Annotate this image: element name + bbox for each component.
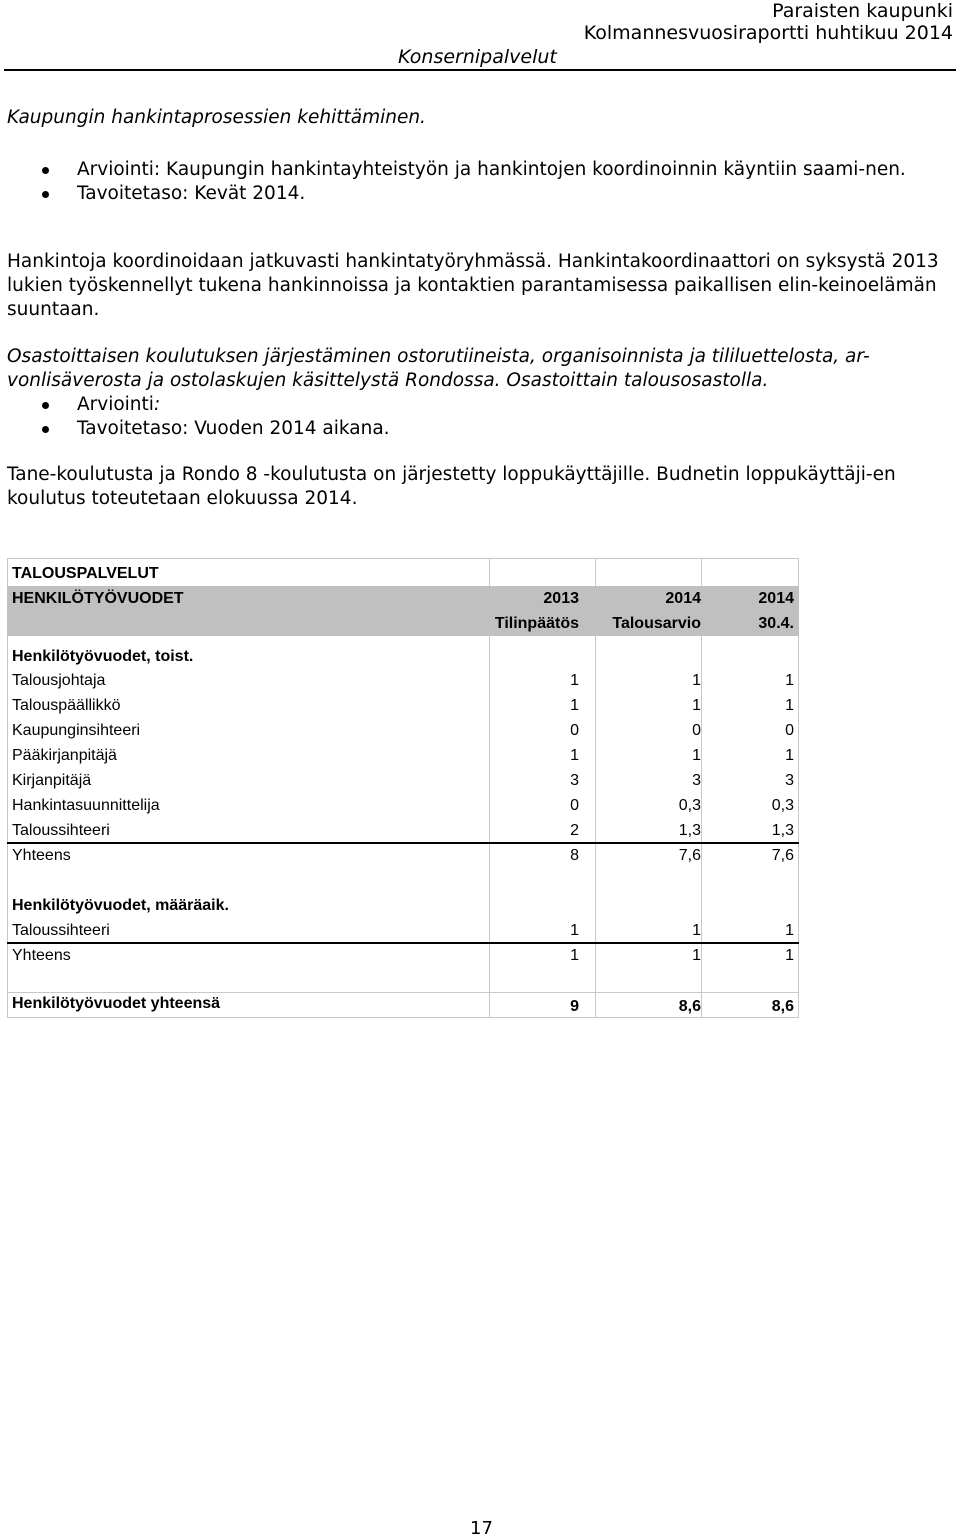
row-value-2013: 0 [570,797,579,814]
goal2-bullet-evaluation [0,393,940,417]
grand-total-value-2013: 9 [570,998,579,1015]
table-row [7,668,799,693]
goal1-title: Kaupungin hankintaprosessien kehittäminen. [7,107,426,128]
table-row [7,693,799,718]
row-value-2013: 1 [570,697,579,714]
table-row [7,743,799,768]
grand-total-value-2014: 8,6 [678,998,701,1015]
page-number: 17 [470,1518,493,1539]
row-value-2014: 3 [692,772,701,789]
row-name: Talouspäällikkö [12,697,121,714]
row-value-2013: 3 [570,772,579,789]
total-name: Yhteens [12,847,71,864]
column-type-tilinpaatos: Tilinpäätös [494,615,579,632]
row-value-304: 3 [785,772,794,789]
grand-total-row [7,991,799,1016]
table-row [7,718,799,743]
grand-total-name: Henkilötyövuodet yhteensä [12,995,221,1012]
goal1-bullet-text: Arviointi: Kaupungin hankintayhteistyön ja hankintojen koordinoinnin käyntiin saami-nen. [77,159,906,180]
column-year-2014-304: 2014 [758,590,794,607]
total-value-2014: 7,6 [678,847,701,864]
row-name: Kaupunginsihteeri [12,722,141,739]
row-value-2013: 1 [570,922,579,939]
goal2-bullet-text: Tavoitetaso: Vuoden 2014 aikana. [77,418,390,439]
row-value-2014: 1 [692,747,701,764]
row-name: Taloussihteeri [12,822,110,839]
grand-total-value-304: 8,6 [771,998,794,1015]
row-value-2014: 1,3 [678,822,701,839]
total-row [7,843,799,868]
table-row [7,818,799,843]
total-value-2013: 1 [570,947,579,964]
header-section: Konsernipalvelut [398,46,557,68]
goal1-bullet-evaluation [0,158,907,182]
goal2-bullet-target [0,417,940,441]
goal2-bullet-colon: : [153,394,161,415]
column-year-2014: 2014 [665,590,701,607]
row-value-304: 1 [785,697,794,714]
section-title-row [7,644,799,669]
table-row [7,918,799,943]
row-value-304: 1 [785,922,794,939]
table-title: TALOUSPALVELUT [12,565,159,582]
row-value-2014: 1 [692,697,701,714]
goal1-body: Hankintoja koordinoidaan jatkuvasti hankintatyöryhmässä. Hankintakoordinaattori on syksystä 2013 lukien työskennellyt tukena hankinnoissa ja kontaktien parantamisessa paikallisen elin-keinoelämän suuntaan. [7,251,939,320]
row-name: Kirjanpitäjä [12,772,92,789]
goal1-bullet-list [0,158,940,206]
section2-title: Henkilötyövuodet, määräaik. [12,897,229,914]
row-value-2013: 0 [570,722,579,739]
section1-title: Henkilötyövuodet, toist. [12,648,194,665]
total-value-304: 7,6 [771,847,794,864]
row-name: Talousjohtaja [12,672,106,689]
row-value-304: 1,3 [771,822,794,839]
row-value-304: 1 [785,747,794,764]
row-value-304: 1 [785,672,794,689]
bullet-icon [42,402,49,409]
row-value-2014: 1 [692,672,701,689]
total-value-304: 1 [785,947,794,964]
bullet-icon [42,426,49,433]
total-name: Yhteens [12,947,71,964]
column-year-2013: 2013 [543,590,579,607]
row-value-2013: 1 [570,747,579,764]
goal2-bullet-list [0,393,940,441]
goal2-title: Osastoittaisen koulutuksen järjestäminen ostorutiineista, organisoinnista ja tililuettelosta, ar-vonlisäverosta ja ostolaskujen käsittelystä Rondossa. Osastoittain talousosastolla. [7,346,870,391]
bullet-icon [42,191,49,198]
row-name: Hankintasuunnittelija [12,797,160,814]
table-row [7,768,799,793]
row-value-2013: 1 [570,672,579,689]
header-organization: Paraisten kaupunki [772,0,953,22]
row-name: Pääkirjanpitäjä [12,747,117,764]
bullet-icon [42,167,49,174]
total-row [7,943,799,968]
table-row [7,793,799,818]
row-value-2014: 0,3 [678,797,701,814]
column-type-304: 30.4. [758,615,794,632]
total-value-2013: 8 [570,847,579,864]
goal1-bullet-text: Tavoitetaso: Kevät 2014. [77,183,306,204]
row-name: Taloussihteeri [12,922,110,939]
header-divider [4,69,956,71]
goal2-body: Tane-koulutusta ja Rondo 8 -koulutusta on järjestetty loppukäyttäjille. Budnetin loppukäyttäji-en koulutus toteutetaan elokuussa 2014. [7,464,896,509]
row-value-304: 0,3 [771,797,794,814]
table-header-row [7,586,799,611]
table-subtitle: HENKILÖTYÖVUODET [12,590,184,607]
table-header-row [7,611,799,636]
row-value-2014: 1 [692,922,701,939]
row-value-304: 0 [785,722,794,739]
total-value-2014: 1 [692,947,701,964]
section-title-row [7,893,799,918]
row-value-2013: 2 [570,822,579,839]
table-title-row [7,561,799,586]
column-type-talousarvio: Talousarvio [612,615,701,632]
header-report-title: Kolmannesvuosiraportti huhtikuu 2014 [583,22,953,44]
row-value-2014: 0 [692,722,701,739]
goal2-bullet-label: Arviointi [77,394,154,415]
goal1-bullet-target [0,182,940,206]
